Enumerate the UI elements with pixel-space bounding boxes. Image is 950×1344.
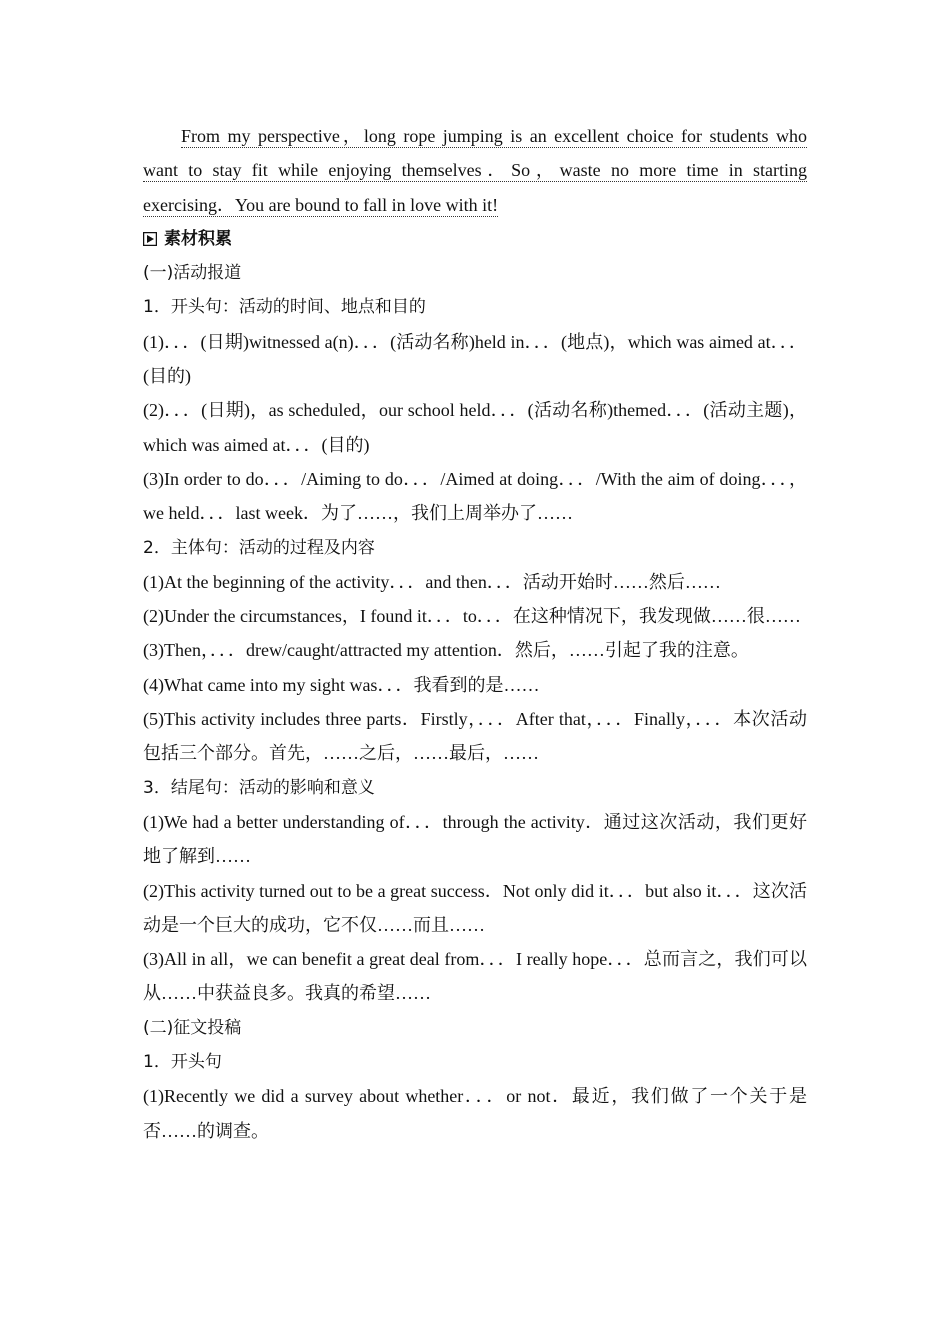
list-item: (4)What came into my sight was．．．我看到的是…… (143, 674, 540, 695)
list-item: (2)Under the circumstances，I found it．．．to．．．在这种情况下，我发现做……很…… (143, 606, 801, 627)
part-heading: (二)征文投稿 (143, 1017, 242, 1038)
section-title (143, 222, 807, 256)
play-triangle-icon (143, 232, 157, 246)
list-item: (3)Then，．．．drew/caught/attracted my attention．然后，……引起了我的注意。 (143, 640, 749, 661)
list-item: (1)At the beginning of the activity．．．and then．．．活动开始时……然后…… (143, 571, 721, 592)
list-item: (5)This activity includes three parts．Firstly，．．．After that，．．．Finally，．．．本次活动包括三个部分。首先，……之后，……最后，…… (143, 709, 807, 764)
document-content (143, 119, 807, 1148)
subsection-heading: 1．开头句 (143, 1052, 222, 1073)
subsection-heading: 2．主体句：活动的过程及内容 (143, 537, 375, 558)
list-item: (2)．．．(日期)，as scheduled，our school held．．．(活动名称)themed．．．(活动主题)，which was aimed at．．．(目的) (143, 400, 807, 455)
list-item: (3)All in all，we can benefit a great deal from．．．I really hope．．．总而言之，我们可以从……中获益良多。我真的希望…… (143, 949, 807, 1004)
list-item: (1)．．．(日期)witnessed a(n)．．．(活动名称)held in．．．(地点)，which was aimed at．．．(目的) (143, 331, 807, 387)
essay-line: want to stay fit while enjoying themselves．So，waste no more time in starting (143, 160, 807, 181)
subsection-heading: 1．开头句：活动的时间、地点和目的 (143, 297, 426, 318)
part-heading: (一)活动报道 (143, 263, 242, 284)
subsection-heading: 3．结尾句：活动的影响和意义 (143, 777, 375, 798)
list-item: (3)In order to do．．．/Aiming to do．．．/Aimed at doing．．．/With the aim of doing．．．，we held．．．last week．为了……，我们上周举办了…… (143, 468, 807, 524)
essay-line: From my perspective，long rope jumping is an excellent choice for students who (181, 126, 807, 146)
essay-line: exercising．You are bound to fall in love with it! (143, 194, 499, 215)
list-item: (1)Recently we did a survey about whether．．．or not．最近，我们做了一个关于是否……的调查。 (143, 1086, 807, 1141)
section-title-text: 素材积累 (164, 228, 232, 249)
essay-paragraph (143, 119, 807, 222)
list-item: (2)This activity turned out to be a great success．Not only did it．．．but also it．．．这次活动是一个巨大的成功，它不仅……而且…… (143, 880, 807, 935)
list-item: (1)We had a better understanding of．．．through the activity．通过这次活动，我们更好地了解到…… (143, 811, 807, 867)
